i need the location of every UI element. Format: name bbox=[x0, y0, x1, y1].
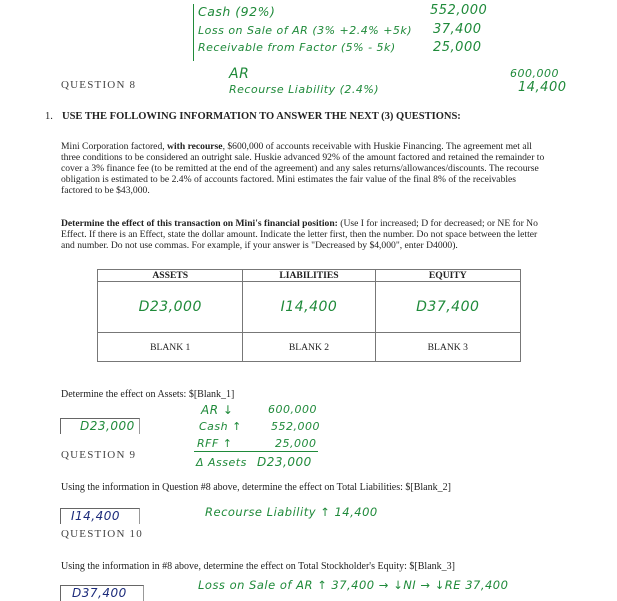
question-10-label: QUESTION 10 bbox=[61, 528, 143, 540]
equity-note: Loss on Sale of AR ↑ 37,400 → ↓NI → ↓RE 37,400 bbox=[198, 578, 509, 592]
work-rff: RFF ↑ bbox=[197, 437, 233, 450]
col-header-liabilities: LIABILITIES bbox=[243, 270, 375, 282]
equity-prompt: Using the information in #8 above, determine the effect on Total Stockholder's Equity: $[Blank_3] bbox=[61, 561, 455, 572]
note-cash-value: 552,000 bbox=[430, 3, 488, 18]
blank-1-input[interactable] bbox=[60, 418, 140, 434]
note-cash-label: Cash (92%) bbox=[198, 4, 276, 19]
blank-2-input[interactable] bbox=[60, 508, 140, 524]
col-header-equity: EQUITY bbox=[375, 270, 520, 282]
work-cash-value: 552,000 bbox=[271, 420, 320, 433]
scenario-paragraph: Mini Corporation factored, with recourse, $600,000 of accounts receivable with Huskie Financing. The agreement met all three conditions to be considered an outright sale. Huskie advanced 92% of the amount factored and retained the remainder to cover a 3% finance fee (to be remitted at the end of the agreement) and any sales returns/allowances/discounts. The recourse obligation is estimated to be 2.4% of accounts factored. Mini estimates the fair value of the final 8% of the receivables factored to be $43,000. bbox=[61, 141, 545, 196]
liabilities-answer: I14,400 bbox=[280, 299, 338, 315]
blank-3-label: BLANK 3 bbox=[375, 333, 520, 362]
note-ar-value: 600,000 bbox=[510, 67, 559, 80]
note-ar-label: AR bbox=[229, 66, 250, 82]
note-recourse-value: 14,400 bbox=[518, 80, 567, 95]
notes-bracket-line bbox=[193, 4, 194, 61]
blank-2-label: BLANK 2 bbox=[243, 333, 375, 362]
col-header-assets: ASSETS bbox=[98, 270, 243, 282]
blank-1-label: BLANK 1 bbox=[98, 333, 243, 362]
note-receivable-value: 25,000 bbox=[433, 40, 482, 55]
assets-answer-cell[interactable] bbox=[98, 282, 243, 333]
blank-3-value: D37,400 bbox=[72, 586, 127, 600]
work-rff-value: 25,000 bbox=[275, 437, 317, 450]
assets-prompt: Determine the effect on Assets: $[Blank_1] bbox=[61, 389, 235, 400]
note-recourse-label: Recourse Liability (2.4%) bbox=[229, 83, 380, 96]
liabilities-note: Recourse Liability ↑ 14,400 bbox=[205, 505, 378, 519]
blank-2-value: I14,400 bbox=[71, 509, 121, 523]
work-total-label: Δ Assets bbox=[196, 456, 247, 469]
assets-answer: D23,000 bbox=[138, 299, 202, 315]
work-total-value: D23,000 bbox=[257, 455, 312, 469]
note-receivable-label: Receivable from Factor (5% - 5k) bbox=[198, 41, 396, 54]
note-loss-label: Loss on Sale of AR (3% +2.4% +5k) bbox=[198, 24, 413, 37]
equity-answer-cell[interactable] bbox=[375, 282, 520, 333]
instructions-paragraph: Determine the effect of this transaction on Mini's financial position: (Use I for increased; D for decreased; or NE for No Effect. If there is an Effect, state the dollar amount. Indicate the letter first, then the number. Do not space between the letter and number. Do not use commas. For example, if your answer is "Decreased by $4,000", enter D4000). bbox=[61, 218, 538, 251]
item-number: 1. bbox=[45, 111, 53, 122]
note-loss-value: 37,400 bbox=[433, 22, 482, 37]
question-9-label: QUESTION 9 bbox=[61, 449, 137, 461]
work-cash: Cash ↑ bbox=[199, 420, 242, 433]
liabilities-answer-cell[interactable] bbox=[243, 282, 375, 333]
liabilities-prompt: Using the information in Question #8 above, determine the effect on Total Liabilities: $[Blank_2] bbox=[61, 482, 451, 493]
effects-table bbox=[97, 269, 521, 362]
question-8-label: QUESTION 8 bbox=[61, 79, 137, 91]
work-ar-value: 600,000 bbox=[268, 403, 317, 416]
blank-3-input[interactable] bbox=[60, 585, 144, 601]
work-ar: AR ↓ bbox=[201, 403, 234, 417]
blank-1-value: D23,000 bbox=[80, 419, 135, 433]
section-heading: USE THE FOLLOWING INFORMATION TO ANSWER THE NEXT (3) QUESTIONS: bbox=[62, 111, 461, 122]
equity-answer: D37,400 bbox=[416, 299, 480, 315]
work-sum-line bbox=[194, 451, 318, 452]
